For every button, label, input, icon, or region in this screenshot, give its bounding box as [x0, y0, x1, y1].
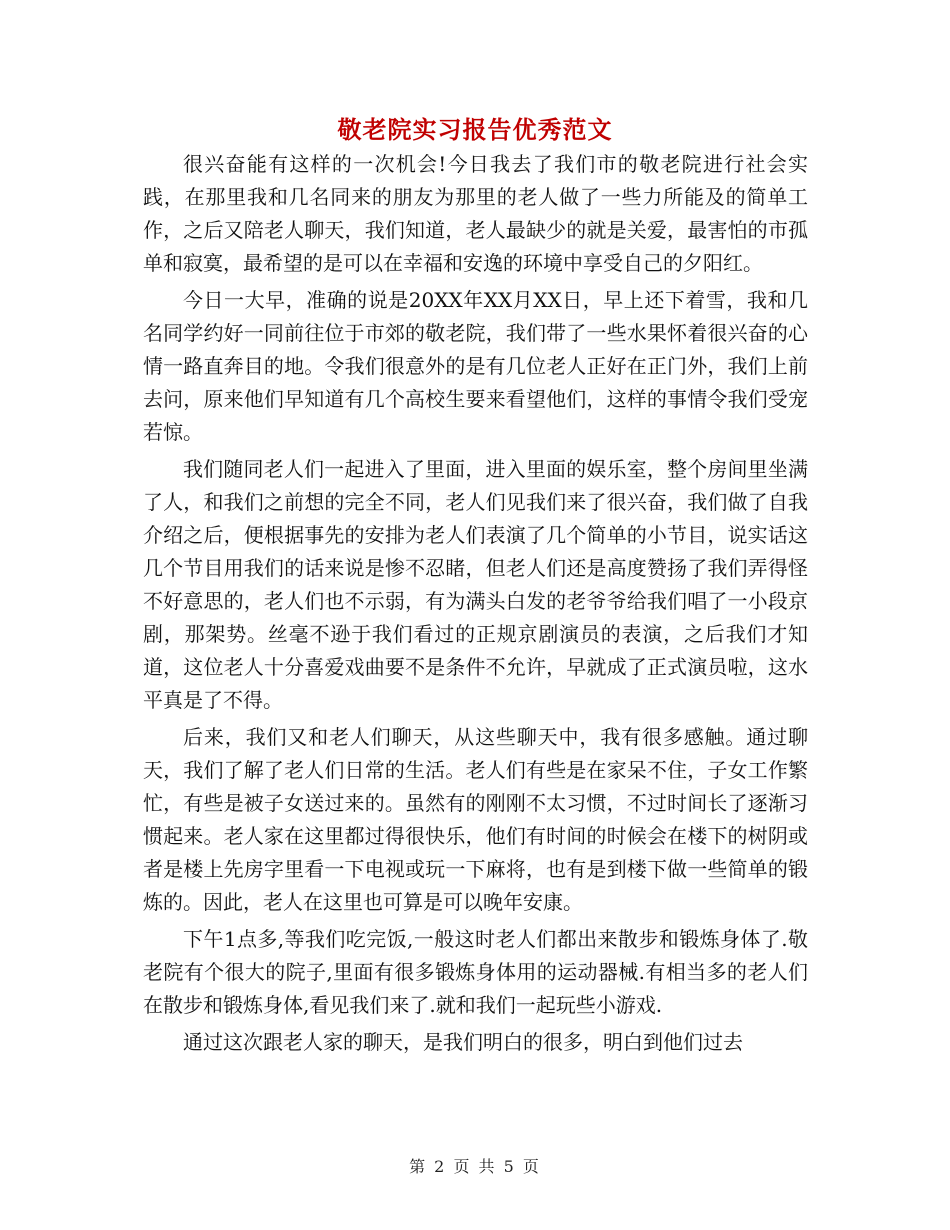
paragraph-2: 今日一大早，准确的说是20XX年XX月XX日，早上还下着雪，我和几名同学约好一同前往位于市郊的敬老院，我们带了一些水果怀着很兴奋的心情一路直奔目的地。令我们很意外的是有几位老人正好在正门外，我们上前去问，原来他们早知道有几个高校生要来看望他们，这样的事情令我们受宠若惊。: [143, 288, 808, 444]
page-footer: 第 2 页 共 5 页: [409, 1157, 541, 1176]
document-title: 敬老院实习报告优秀范文: [337, 115, 613, 144]
paragraph-4: 后来，我们又和老人们聊天，从这些聊天中，我有很多感触。通过聊天，我们了解了老人们日常的生活。老人们有些是在家呆不住，子女工作繁忙，有些是被子女送过来的。虽然有的刚刚不太习惯，不过时间长了逐渐习惯起来。老人家在这里都过得很快乐，他们有时间的时候会在楼下的树阴或者是楼上先房字里看一下电视或玩一下麻将，也有是到楼下做一些简单的锻炼的。因此，老人在这里也可算是可以晚年安康。: [143, 725, 808, 914]
paragraph-6: 通过这次跟老人家的聊天，是我们明白的很多，明白到他们过去: [183, 1030, 743, 1054]
paragraph-5: 下午1点多,等我们吃完饭,一般这时老人们都出来散步和锻炼身体了.敬老院有个很大的院子,里面有很多锻炼身体用的运动器械.有相当多的老人们在散步和锻炼身体,看见我们来了.就和我们一起玩些小游戏.: [143, 927, 808, 1017]
paragraph-1: 很兴奋能有这样的一次机会!今日我去了我们市的敬老院进行社会实践，在那里我和几名同来的朋友为那里的老人做了一些力所能及的简单工作，之后又陪老人聊天，我们知道，老人最缺少的就是关爱，最害怕的市孤单和寂寞，最希望的是可以在幸福和安逸的环境中享受自己的夕阳红。: [143, 152, 808, 275]
paragraph-3: 我们随同老人们一起进入了里面，进入里面的娱乐室，整个房间里坐满了人，和我们之前想的完全不同，老人们见我们来了很兴奋，我们做了自我介绍之后，便根据事先的安排为老人们表演了几个简单的小节目，说实话这几个节目用我们的话来说是惨不忍睹，但老人们还是高度赞扬了我们弄得怪不好意思的，老人们也不示弱，有为满头白发的老爷爷给我们唱了一小段京剧，那架势。丝毫不逊于我们看过的正规京剧演员的表演，之后我们才知道，这位老人十分喜爱戏曲要不是条件不允许，早就成了正式演员啦，这水平真是了不得。: [143, 457, 808, 712]
document-body: [143, 148, 808, 1063]
